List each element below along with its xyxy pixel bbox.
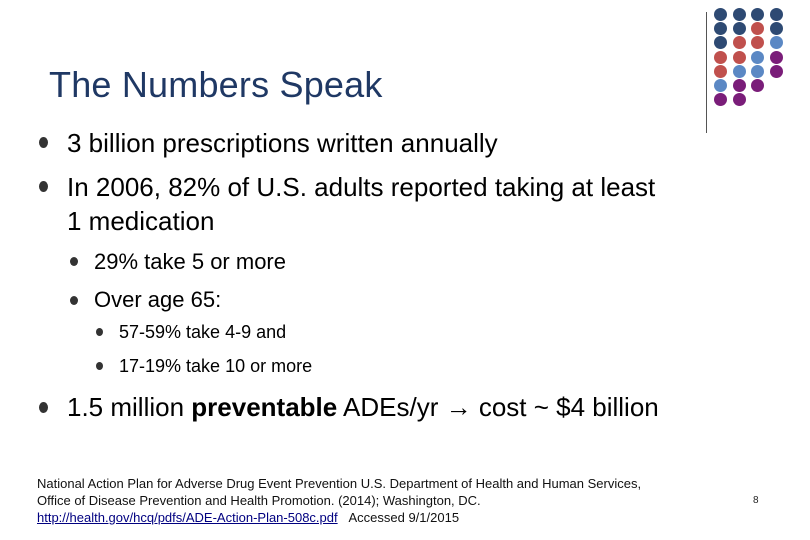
- ades-prefix: 1.5 million: [67, 392, 192, 422]
- decorative-dot: [751, 36, 764, 49]
- slide-title: The Numbers Speak: [49, 64, 383, 105]
- bullet-icon: [39, 181, 48, 192]
- decorative-dot: [733, 65, 746, 78]
- decorative-dot: [751, 8, 764, 21]
- subbullet-five-or-more: 29% take 5 or more: [94, 249, 286, 274]
- ades-suffix: ADEs/yr → cost ~ $4 billion: [337, 392, 659, 422]
- bullet-icon: [96, 328, 103, 336]
- decorative-dot: [733, 93, 746, 106]
- decorative-dot: [714, 8, 727, 21]
- citation-link[interactable]: http://health.gov/hcq/pdfs/ADE-Action-Plan-508c.pdf: [37, 510, 338, 525]
- decorative-dot: [714, 65, 727, 78]
- decorative-dot: [733, 22, 746, 35]
- decorative-dot: [751, 51, 764, 64]
- decorative-dot: [751, 22, 764, 35]
- decorative-dot: [733, 8, 746, 21]
- decorative-dot: [733, 79, 746, 92]
- subbullet-over-65: Over age 65:: [94, 287, 222, 312]
- bullet-icon: [70, 257, 78, 266]
- decorative-dot: [714, 36, 727, 49]
- citation-line3: [37, 509, 641, 526]
- decorative-dot: [770, 51, 783, 64]
- subsubbullet-4-9: 57-59% take 4-9 and: [119, 322, 287, 342]
- bullet-adults-line2: 1 medication: [67, 206, 215, 236]
- decorative-dot: [751, 65, 764, 78]
- decorative-dot: [714, 79, 727, 92]
- title-divider-line: [706, 12, 707, 133]
- bullet-ades-cost: [67, 392, 659, 422]
- decorative-dot: [770, 8, 783, 21]
- decorative-dot: [714, 93, 727, 106]
- decorative-dot: [733, 51, 746, 64]
- subsubbullet-10-or-more: 17-19% take 10 or more: [119, 356, 313, 376]
- bullet-icon: [70, 296, 78, 305]
- decorative-dot: [714, 51, 727, 64]
- citation: [37, 475, 641, 526]
- ades-preventable: preventable: [191, 392, 338, 422]
- bullet-adults-line1: In 2006, 82% of U.S. adults reported taking at least: [67, 172, 656, 202]
- decorative-dot: [751, 79, 764, 92]
- citation-accessed: Accessed 9/1/2015: [348, 510, 460, 525]
- dot-grid-icon: [714, 8, 810, 118]
- bullet-prescriptions: 3 billion prescriptions written annually: [67, 128, 498, 158]
- bullet-icon: [39, 137, 48, 148]
- decorative-dot: [770, 22, 783, 35]
- citation-line1: National Action Plan for Adverse Drug Event Prevention U.S. Department of Health and Human Services,: [37, 476, 642, 491]
- decorative-dot: [714, 22, 727, 35]
- citation-line2: Office of Disease Prevention and Health Promotion. (2014); Washington, DC.: [37, 493, 481, 508]
- decorative-dot: [770, 65, 783, 78]
- decorative-dot: [733, 36, 746, 49]
- bullet-icon: [39, 402, 48, 413]
- decorative-dot: [770, 36, 783, 49]
- page-number: 8: [753, 495, 759, 506]
- bullet-icon: [96, 362, 103, 370]
